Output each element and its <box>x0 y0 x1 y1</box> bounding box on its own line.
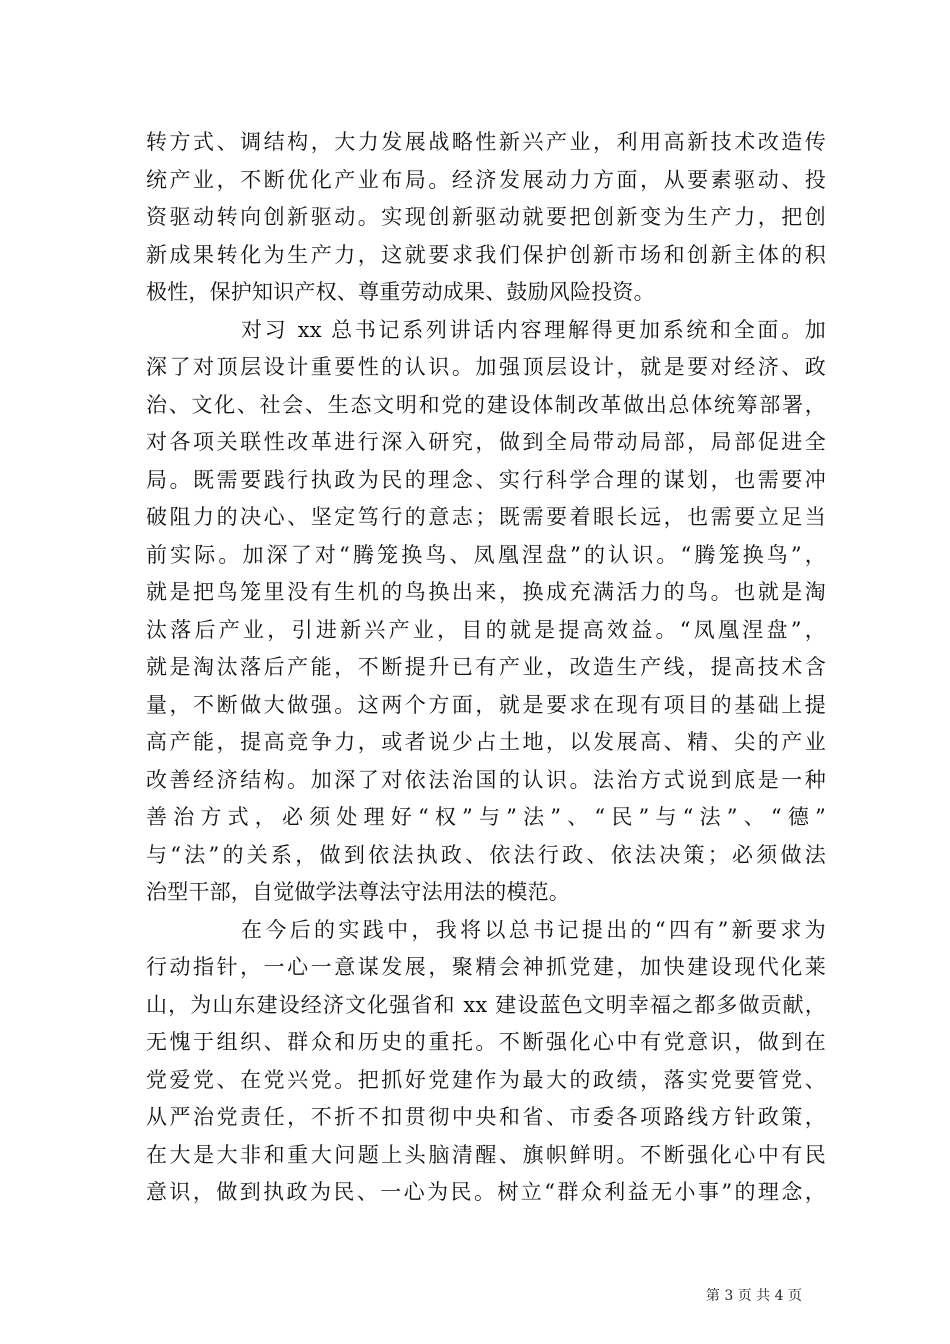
text-line: 破阻力的决心、坚定笃行的意志；既需要着眼长远，也需要立足当 <box>146 505 826 529</box>
text-line: 党爱党、在党兴党。把抓好党建作为最大的政绩，落实党要管党、 <box>146 1067 826 1092</box>
page-number-footer: 第 3 页 共 4 页 <box>705 1288 802 1304</box>
text-line: 资驱动转向创新驱动。实现创新驱动就要把创新变为生产力，把创 <box>146 205 826 229</box>
text-line: 转方式、调结构，大力发展战略性新兴产业，利用高新技术改造传 <box>146 130 826 154</box>
text-line: 新成果转化为生产力，这就要求我们保护创新市场和创新主体的积 <box>146 242 826 267</box>
text-line: 山，为山东建设经济文化强省和 xx 建设蓝色文明幸福之都多做贡献， <box>146 992 826 1017</box>
text-line: 高产能，提高竞争力，或者说少占土地，以发展高、精、尖的产业 <box>146 730 826 754</box>
text-line: 从严治党责任，不折不扣贯彻中央和省、市委各项路线方针政策， <box>146 1105 826 1129</box>
text-line: 对各项关联性改革进行深入研究，做到全局带动局部，局部促进全 <box>146 430 826 454</box>
paragraph-start-line: 对习 xx 总书记系列讲话内容理解得更加系统和全面。加 <box>241 317 826 342</box>
text-line: 局。既需要践行执政为民的理念、实行科学合理的谋划，也需要冲 <box>146 467 826 492</box>
text-line: 与“法”的关系，做到依法执政、依法行政、依法决策；必须做法 <box>146 842 826 867</box>
text-line: 治、文化、社会、生态文明和党的建设体制改革做出总体统筹部署， <box>146 392 826 417</box>
text-line: 统产业，不断优化产业布局。经济发展动力方面，从要素驱动、投 <box>146 167 826 192</box>
text-line: 善治方式，必须处理好“权”与”法”、“民”与“法”、“德” <box>146 805 826 829</box>
text-line: 在大是大非和重大问题上头脑清醒、旗帜鲜明。不断强化心中有民 <box>146 1142 826 1167</box>
text-line: 就是淘汰落后产能，不断提升已有产业，改造生产线，提高技术含 <box>146 655 826 679</box>
text-line: 就是把鸟笼里没有生机的鸟换出来，换成充满活力的鸟。也就是淘 <box>146 580 826 604</box>
text-line: 无愧于组织、群众和历史的重托。不断强化心中有党意识，做到在 <box>146 1030 826 1054</box>
text-line: 治型干部，自觉做学法尊法守法用法的模范。 <box>146 880 570 904</box>
text-line: 意识，做到执政为民、一心为民。树立“群众利益无小事”的理念， <box>146 1180 826 1204</box>
text-line: 前实际。加深了对“腾笼换鸟、凤凰涅盘”的认识。“腾笼换鸟”， <box>146 542 826 567</box>
text-line: 量，不断做大做强。这两个方面，就是要求在现有项目的基础上提 <box>146 692 826 717</box>
text-line: 行动指针，一心一意谋发展，聚精会神抓党建，加快建设现代化莱 <box>146 955 826 979</box>
text-line: 汰落后产业，引进新兴产业，目的就是提高效益。“凤凰涅盘”， <box>146 617 826 642</box>
text-line: 改善经济结构。加深了对依法治国的认识。法治方式说到底是一种 <box>146 767 826 792</box>
text-line: 极性，保护知识产权、尊重劳动成果、鼓励风险投资。 <box>146 280 655 304</box>
document-body <box>146 124 826 1212</box>
text-line: 深了对顶层设计重要性的认识。加强顶层设计，就是要对经济、政 <box>146 355 826 379</box>
paragraph-start-line: 在今后的实践中，我将以总书记提出的“四有”新要求为 <box>241 917 826 942</box>
